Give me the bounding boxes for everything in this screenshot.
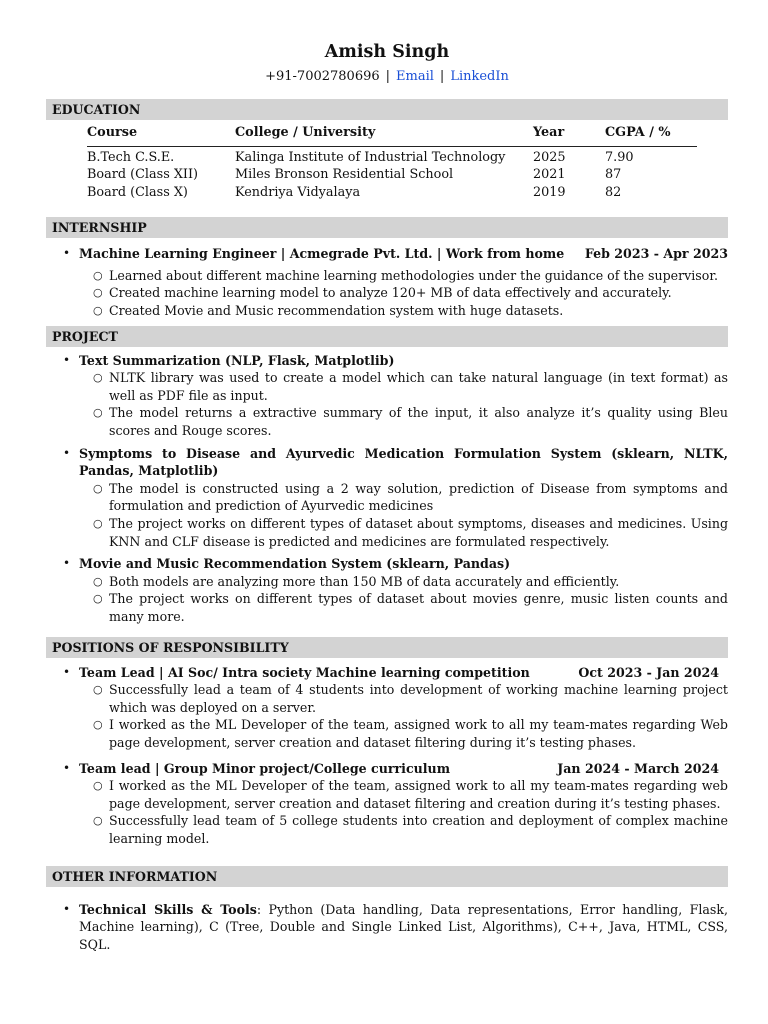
bullet-icon: • bbox=[63, 760, 71, 775]
column-header: Course bbox=[87, 121, 235, 146]
point-text: Created Movie and Music recommendation system with huge datasets. bbox=[109, 303, 564, 319]
circle-bullet-icon: ○ bbox=[93, 574, 103, 588]
separator: | bbox=[439, 69, 445, 84]
table-cell: Board (Class XII) bbox=[87, 167, 199, 183]
table-cell: 2025 bbox=[533, 149, 566, 165]
positions-list bbox=[46, 664, 728, 848]
sub-list-item bbox=[46, 515, 728, 550]
point-text: Successfully lead a team of 4 students into development of working machine learning project which was deployed on a server. bbox=[109, 682, 728, 715]
point-text: Both models are analyzing more than 150 MB of data accurately and efficiently. bbox=[109, 573, 620, 589]
sub-list-item bbox=[46, 480, 728, 515]
point-text: The model returns a extractive summary of the input, it also analyze it’s quality using Bleu scores and Rouge scores. bbox=[109, 405, 728, 439]
list-item bbox=[46, 760, 728, 778]
point-text: The project works on different types of dataset about movies genre, music listen counts and many more. bbox=[109, 591, 728, 624]
bullet-icon: • bbox=[63, 352, 71, 367]
list-item bbox=[46, 445, 728, 480]
sub-list-item bbox=[46, 777, 728, 812]
project-list bbox=[46, 352, 728, 626]
point-text: NLTK library was used to create a model which can take natural language (in text format) as well as PDF file as input. bbox=[109, 370, 728, 403]
other-info bbox=[46, 901, 728, 954]
bullet-icon: • bbox=[63, 556, 71, 571]
table-cell: 82 bbox=[605, 184, 622, 200]
list-item bbox=[46, 664, 728, 682]
position-heading: Team Lead | AI Soc/ Intra society Machine learning competition bbox=[79, 664, 530, 680]
position-dates: Jan 2024 - March 2024 bbox=[557, 760, 719, 776]
list-item bbox=[46, 245, 728, 263]
section-education-title: EDUCATION bbox=[46, 99, 728, 120]
table-cell: Board (Class X) bbox=[87, 184, 188, 200]
table-cell: B.Tech C.S.E. bbox=[87, 149, 175, 165]
point-text: The project works on different types of dataset about symptoms, diseases and medicines. Using KNN and CLF disease is predicted and medicines are formulated respectively. bbox=[109, 516, 728, 549]
sub-list-item bbox=[46, 267, 728, 285]
sub-list-item bbox=[46, 573, 728, 591]
internship-heading: Machine Learning Engineer | Acmegrade Pvt. Ltd. | Work from home bbox=[79, 246, 565, 262]
point-text: Successfully lead team of 5 college students into creation and deployment of complex machine learning model. bbox=[109, 813, 728, 846]
skills-label: Technical Skills & Tools bbox=[79, 901, 257, 917]
table-row bbox=[87, 146, 697, 166]
column-header: Year bbox=[533, 121, 605, 146]
sub-list-item bbox=[46, 590, 728, 625]
skills-paragraph bbox=[79, 901, 728, 954]
bullet-icon: • bbox=[63, 664, 71, 679]
list-item bbox=[46, 352, 728, 370]
separator: | bbox=[385, 69, 391, 84]
project-heading: Movie and Music Recommendation System (sklearn, Pandas) bbox=[79, 556, 511, 572]
list-item bbox=[46, 901, 728, 954]
circle-bullet-icon: ○ bbox=[93, 371, 103, 385]
section-positions-title: POSITIONS OF RESPONSIBILITY bbox=[46, 637, 728, 658]
candidate-name: Amish Singh bbox=[324, 42, 450, 62]
email-link[interactable]: Email bbox=[396, 69, 434, 84]
sub-list-item bbox=[46, 284, 728, 302]
phone-number: +91-7002780696 bbox=[265, 69, 380, 84]
entry-heading bbox=[79, 760, 728, 778]
skills-text: : Python (Data handling, Data representations, Error handling, Flask, Machine learning), C (Tree, Double and Single Linked List, Algorithms), C++, Java, HTML, CSS, SQL. bbox=[79, 901, 729, 952]
circle-bullet-icon: ○ bbox=[93, 286, 103, 300]
point-text: The model is constructed using a 2 way solution, prediction of Disease from symptoms and formulation and prediction of Ayurvedic medicines bbox=[109, 480, 728, 514]
internship-dates: Feb 2023 - Apr 2023 bbox=[584, 246, 728, 262]
circle-bullet-icon: ○ bbox=[93, 406, 103, 420]
section-other-title: OTHER INFORMATION bbox=[46, 866, 728, 887]
table-cell: 2019 bbox=[533, 184, 566, 200]
point-text: Created machine learning model to analyze 120+ MB of data effectively and accurately. bbox=[109, 285, 672, 301]
position-dates: Oct 2023 - Jan 2024 bbox=[578, 664, 719, 680]
sub-list-item bbox=[46, 681, 728, 716]
point-text: I worked as the ML Developer of the team, assigned work to all my team-mates regarding web page development, server creation and dataset filtering and creation during it’s testing phases. bbox=[109, 778, 728, 811]
table-row bbox=[87, 184, 697, 202]
project-heading: Symptoms to Disease and Ayurvedic Medication Formulation System (sklearn, NLTK, Pandas, Matplotlib) bbox=[79, 445, 728, 479]
circle-bullet-icon: ○ bbox=[93, 779, 103, 793]
circle-bullet-icon: ○ bbox=[93, 814, 103, 828]
point-text: Learned about different machine learning methodologies under the guidance of the supervisor. bbox=[109, 267, 718, 283]
section-project-title: PROJECT bbox=[46, 326, 728, 347]
bullet-icon: • bbox=[63, 246, 71, 261]
linkedin-link[interactable]: LinkedIn bbox=[450, 69, 509, 84]
entry-heading bbox=[79, 245, 728, 263]
sub-list-item bbox=[46, 369, 728, 404]
table-row bbox=[87, 166, 697, 184]
sub-list-item bbox=[46, 812, 728, 847]
bullet-icon: • bbox=[63, 445, 71, 460]
internship-entry bbox=[46, 245, 728, 319]
circle-bullet-icon: ○ bbox=[93, 683, 103, 697]
entry-heading bbox=[79, 664, 728, 682]
table-cell: 7.90 bbox=[605, 149, 634, 165]
section-internship-title: INTERNSHIP bbox=[46, 217, 728, 238]
table-cell: 87 bbox=[605, 167, 622, 183]
circle-bullet-icon: ○ bbox=[93, 481, 103, 495]
position-heading: Team lead | Group Minor project/College curriculum bbox=[79, 760, 451, 776]
education-table bbox=[87, 121, 697, 201]
sub-list-item bbox=[46, 302, 728, 320]
sub-list-item bbox=[46, 716, 728, 751]
bullet-icon: • bbox=[63, 901, 71, 916]
column-header: CGPA / % bbox=[605, 121, 697, 146]
circle-bullet-icon: ○ bbox=[93, 304, 103, 318]
circle-bullet-icon: ○ bbox=[93, 268, 103, 282]
circle-bullet-icon: ○ bbox=[93, 517, 103, 530]
circle-bullet-icon: ○ bbox=[93, 592, 103, 606]
project-heading: Text Summarization (NLP, Flask, Matplotlib) bbox=[79, 352, 395, 368]
table-cell: Kendriya Vidyalaya bbox=[235, 184, 361, 200]
list-item bbox=[46, 555, 728, 573]
circle-bullet-icon: ○ bbox=[93, 718, 103, 732]
resume-page bbox=[46, 40, 728, 953]
column-header: College / University bbox=[235, 121, 533, 146]
table-cell: Kalinga Institute of Industrial Technology bbox=[235, 149, 506, 165]
contact-line bbox=[46, 67, 728, 86]
table-cell: 2021 bbox=[533, 167, 566, 183]
sub-list-item bbox=[46, 404, 728, 439]
table-header-row bbox=[87, 121, 697, 146]
point-text: I worked as the ML Developer of the team, assigned work to all my team-mates regarding Web page development, server creation and dataset filtering during it’s testing phases. bbox=[109, 717, 728, 750]
table-cell: Miles Bronson Residential School bbox=[235, 167, 454, 183]
